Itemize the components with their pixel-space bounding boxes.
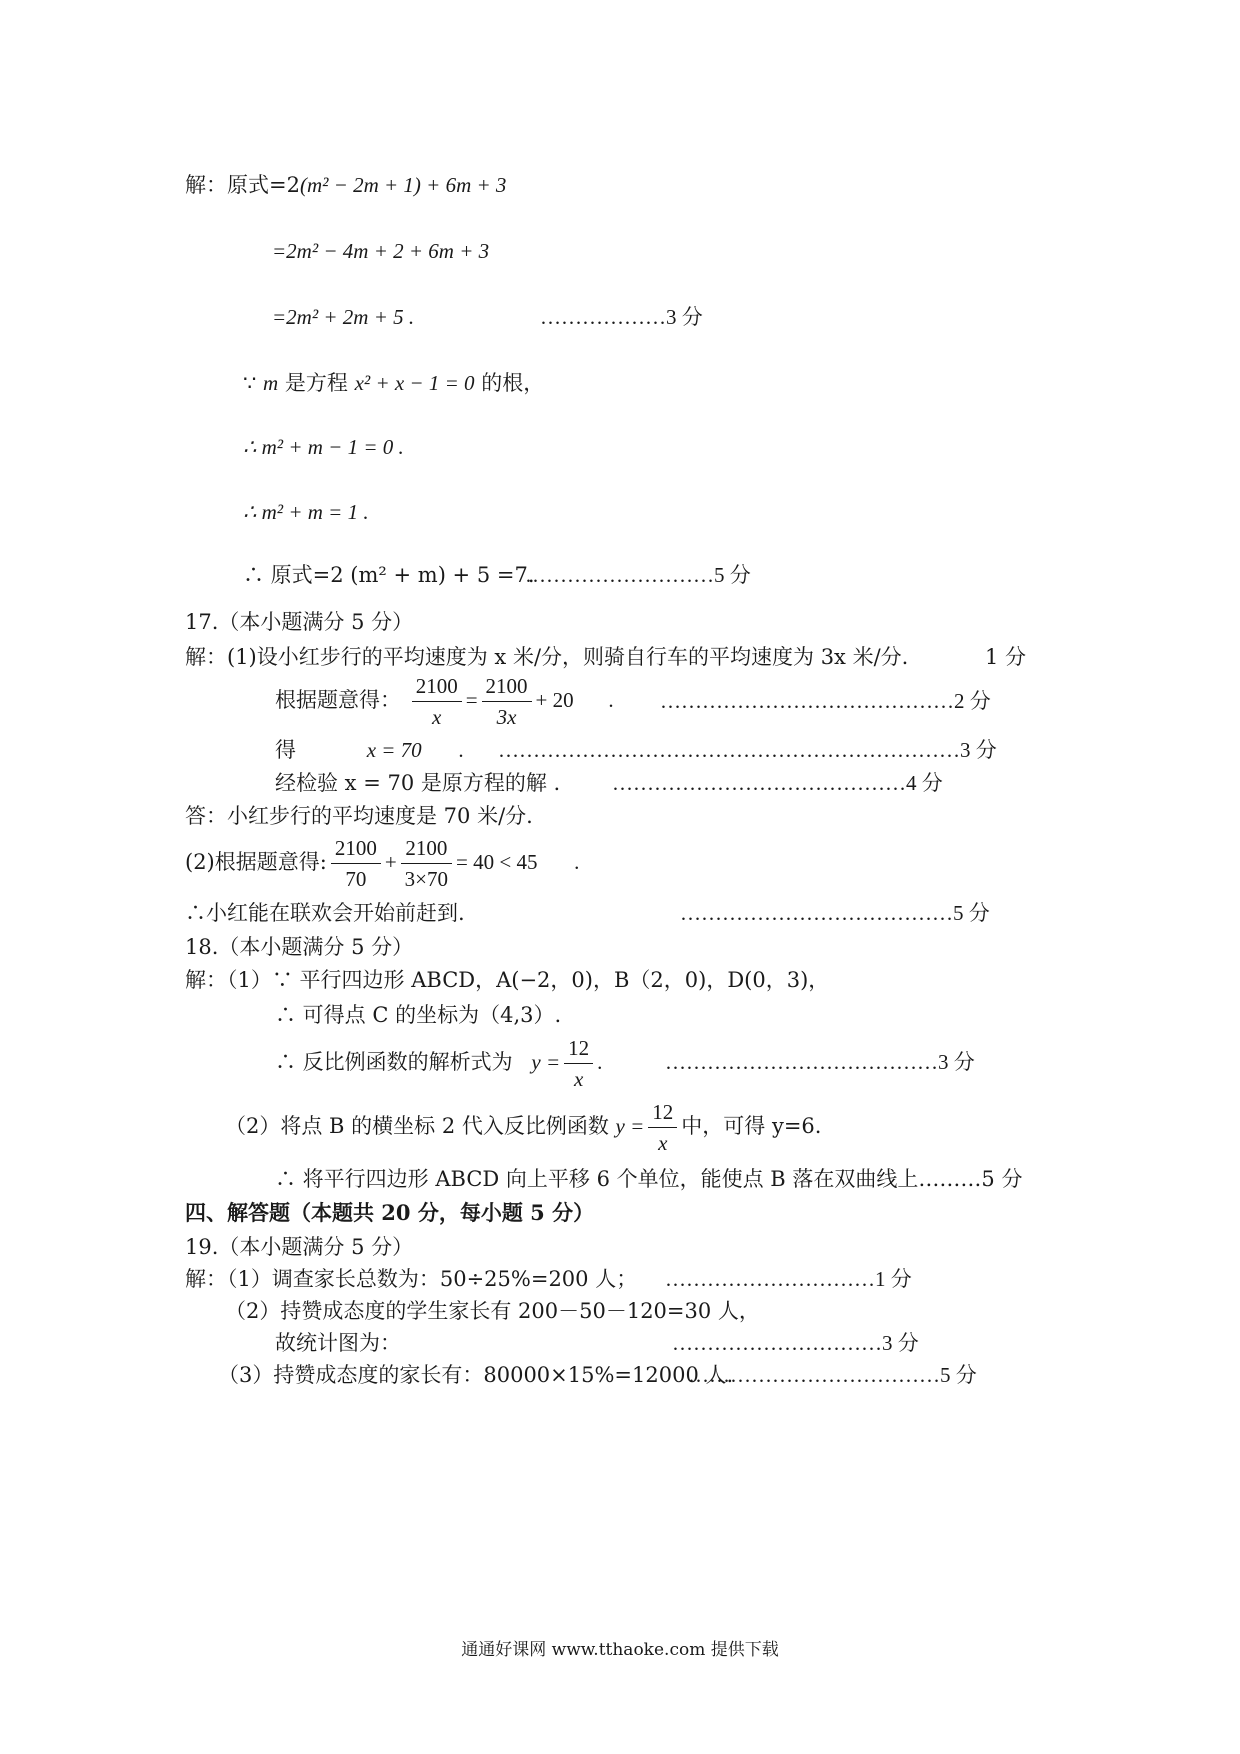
q16-line-7: ∴ 原式=2 (m² + m) + 5 =7. — [243, 563, 535, 587]
q16-line-1 — [185, 170, 506, 200]
q17-answer: 答：小红步行的平均速度是 70 米/分. — [185, 804, 533, 828]
q17-step-3 — [275, 735, 464, 765]
fraction-2100-over-70 — [331, 833, 381, 894]
denominator: x — [658, 1131, 668, 1155]
fraction-12-over-x — [564, 1033, 593, 1094]
q19-heading: 19.（本小题满分 5 分） — [185, 1235, 414, 1259]
q18-step-2: ∴ 可得点 C 的坐标为（4,3）. — [275, 1003, 562, 1027]
q17-step-3-expr: x = 70 — [366, 738, 422, 762]
fraction-2100-over-3x — [482, 671, 532, 732]
denominator: 70 — [345, 867, 367, 891]
q19-step-3: 故统计图为： — [275, 1331, 401, 1355]
fraction-12-over-x — [648, 1097, 677, 1158]
footer-source: 通通好课网 www.tthaoke.com 提供下载 — [461, 1640, 779, 1660]
y-equals: y = — [531, 1050, 561, 1074]
q17-step-3-label: 得 — [275, 738, 296, 762]
q16-line-3: =2m² + 2m + 5 . — [272, 305, 415, 329]
q16-line-1-expr: (m² − 2m + 1) + 6m + 3 — [299, 173, 507, 197]
q19-step-1-score: …………………………1 分 — [665, 1267, 912, 1291]
q17-step-3-score: …………………………………………………………3 分 — [498, 738, 997, 762]
equals-sign: = — [465, 688, 478, 712]
q18-heading: 18.（本小题满分 5 分） — [185, 935, 414, 959]
q17-step-4-score: ……………………………………4 分 — [612, 771, 943, 795]
q19-step-2: （2）持赞成态度的学生家长有 200－50－120=30 人， — [225, 1299, 760, 1323]
numerator: 12 — [648, 1097, 677, 1128]
q18-step-4 — [225, 1094, 821, 1158]
text-root: 的根， — [474, 371, 545, 395]
period: . — [608, 688, 614, 712]
fraction-2100-over-3x70 — [401, 833, 452, 894]
q17-step-4: 经检验 x = 70 是原方程的解 . — [275, 771, 561, 795]
q19-step-4: （3）持赞成态度的家长有：80000×15%=12000 人. — [218, 1363, 734, 1387]
inequality: = 40 < 45 — [456, 850, 538, 874]
q17-step-1: 解：(1)设小红步行的平均速度为 x 米/分，则骑自行车的平均速度为 3x 米/分. — [185, 645, 909, 669]
q19-step-4-score: ………………………………5 分 — [688, 1363, 977, 1387]
denominator: 3x — [496, 705, 517, 729]
q16-line-3-score: ………………3 分 — [540, 305, 703, 329]
period: . — [597, 1050, 603, 1074]
numerator: 2100 — [331, 833, 381, 864]
plus-sign: + — [384, 850, 397, 874]
equation: x² + x − 1 = 0 — [354, 371, 475, 395]
q18-step-3-label: ∴ 反比例函数的解析式为 — [275, 1050, 513, 1074]
denominator: 3×70 — [404, 867, 449, 891]
q18-step-3-score: …………………………………3 分 — [665, 1050, 975, 1074]
section-4-heading: 四、解答题（本题共 20 分，每小题 5 分） — [185, 1200, 595, 1225]
plus-twenty: + 20 — [535, 688, 574, 712]
q18-step-3 — [275, 1030, 602, 1094]
denominator: x — [573, 1067, 584, 1091]
q17-step-2-label: 根据题意得： — [275, 688, 401, 712]
period: . — [458, 738, 464, 762]
q16-line-6: ∴ m² + m = 1 . — [243, 500, 369, 524]
q17-part-2 — [185, 830, 579, 894]
q17-step-2-score: ……………………………………2 分 — [660, 689, 991, 713]
q17-heading: 17.（本小题满分 5 分） — [185, 610, 414, 634]
numerator: 12 — [564, 1033, 593, 1064]
q17-step-1-score: 1 分 — [985, 645, 1027, 669]
period: . — [574, 850, 580, 874]
numerator: 2100 — [482, 671, 532, 702]
y-equals: y = — [615, 1114, 645, 1138]
fraction-2100-over-x — [412, 671, 462, 732]
q18-step-4-text: （2）将点 B 的横坐标 2 代入反比例函数 — [225, 1114, 609, 1138]
q17-conclusion: ∴小红能在联欢会开始前赶到. — [185, 901, 465, 925]
q19-step-1: 解：（1）调查家长总数为：50÷25%=200 人； — [185, 1267, 638, 1291]
q19-step-3-score: …………………………3 分 — [672, 1331, 919, 1355]
q16-line-7-score: ………………………5 分 — [525, 563, 751, 587]
var-m: m — [263, 371, 279, 395]
q16-line-4 — [243, 368, 544, 398]
q16-line-2: =2m² − 4m + 2 + 6m + 3 — [272, 239, 490, 263]
denominator: x — [432, 705, 442, 729]
q18-step-5: ∴ 将平行四边形 ABCD 向上平移 6 个单位，能使点 B 落在双曲线上………5 分 — [275, 1167, 1023, 1191]
q16-line-5: ∴ m² + m − 1 = 0 . — [243, 435, 404, 459]
q17-conclusion-score: …………………………………5 分 — [680, 901, 990, 925]
q18-step-4-result: 中，可得 y=6. — [681, 1114, 822, 1138]
numerator: 2100 — [401, 833, 452, 864]
q18-step-1: 解：（1）∵ 平行四边形 ABCD，A(−2，0)，B（2，0)，D(0，3)， — [185, 968, 830, 992]
because-symbol: ∵ — [243, 371, 264, 395]
text-fangcheng: 是方程 — [278, 371, 355, 395]
q17-step-2 — [275, 668, 614, 732]
q16-line-1-label: 解：原式=2 — [185, 173, 300, 197]
numerator: 2100 — [412, 671, 462, 702]
q17-part-2-label: (2)根据题意得: — [185, 850, 327, 874]
